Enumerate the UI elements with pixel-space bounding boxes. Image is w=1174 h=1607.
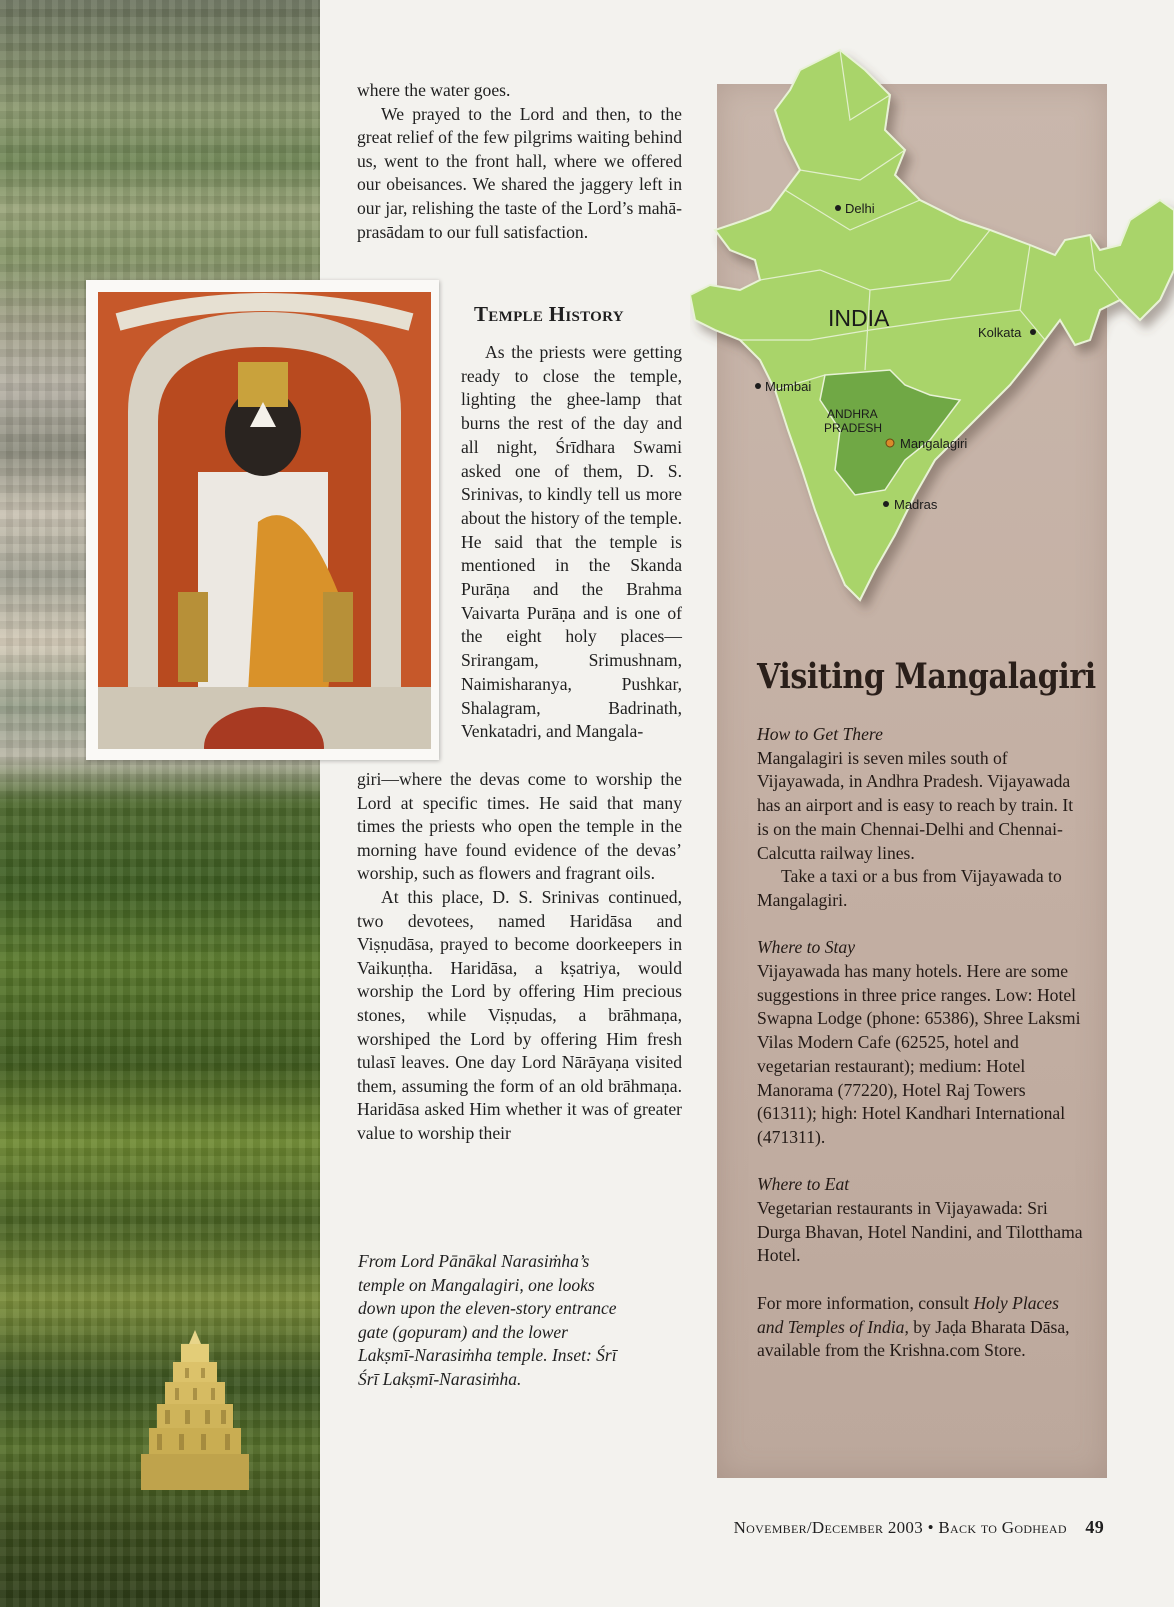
how-to-get-there-text: Mangalagiri is seven miles south of Vijayawada, in Andhra Pradesh. Vijayawada has an airport and is easy to reach by train. It is on the main Chennai-Delhi and Chennai-Calcutta railway lines. [757, 747, 1074, 863]
map-label-kolkata: Kolkata [978, 325, 1022, 340]
paragraph-history-start: As the priests were getting ready to close the temple, lighting the ghee-lamp that burns the rest of the day and all night, Śrīdhara Swami asked one of them, D. S. Srinivas, to kindly tell us more about the history of the temple. He said that the temple is mentioned in the Skanda Purāṇa and the Brahma Vaivarta Purāṇa and is one of the eight holy places—Srirangam, Srimushnam, Naimisharanya, Pushkar, Shalagram, Badrinath, Venkatadri, and Mangala- [461, 342, 682, 742]
deity-photo [98, 292, 431, 749]
paragraph-doorkeepers: At this place, D. S. Srinivas continued, two devotees, named Haridāsa and Viṣṇudāsa, prayed to become doorkeepers in Vaikuṇṭha. Haridāsa, a kṣatriya, would worship the Lord by offering Him precious stones, while Viṣṇudas, a brāhmaṇa, worshiped the Lord by offering Him fresh tulasī leaves. One day Lord Nārāyaṇa visited them, assuming the form of an old brāhmaṇa. Haridāsa asked Him whether it was of greater value to worship their [357, 886, 682, 1143]
left-landscape-photo [0, 0, 320, 1607]
issue-date: November/December 2003 [733, 1518, 924, 1537]
more-information-text: For more information, consult Holy Places and Temples of India, by Jaḍa Bharata Dāsa, available from the Krishna.com Store. [757, 1292, 1070, 1361]
map-label-state-line2: PRADESH [824, 421, 883, 435]
footer-separator: • [927, 1518, 934, 1537]
page-footer [734, 1517, 1104, 1538]
where-to-eat-heading: Where to Eat [757, 1174, 850, 1195]
paragraph-history-continued: giri—where the devas come to worship the Lord at specific times. He said that many times the priests who open the temple in the morning have found evidence of the devas’ worship, such as flowers and fragrant oils. [357, 769, 682, 884]
page-number: 49 [1085, 1517, 1104, 1537]
article-column-top [357, 79, 682, 244]
map-label-madras: Madras [894, 497, 938, 512]
where-to-stay-heading: Where to Stay [757, 937, 856, 958]
india-map [690, 40, 1174, 620]
sidebar-title: Visiting Mangalagiri [757, 656, 1096, 697]
inset-deity-photo-frame [86, 280, 439, 760]
how-to-get-there-heading: How to Get There [757, 724, 883, 744]
map-label-mangalagiri: Mangalagiri [900, 436, 968, 451]
map-label-delhi: Delhi [845, 201, 875, 216]
magazine-name: Back to Godhead [938, 1518, 1067, 1537]
map-label-state-line1: ANDHRA [827, 407, 878, 421]
sidebar-body [757, 723, 1087, 1363]
paragraph-prayed: We prayed to the Lord and then, to the great relief of the few pilgrims waiting behind us, went to the front hall, where we offered our obeisances. We shared the jaggery left in our jar, relishing the taste of the Lord’s mahā-prasādam to our full satisfaction. [357, 103, 682, 242]
article-column-bottom [357, 768, 682, 1146]
photo-caption: From Lord Pānākal Narasiṁha’s temple on Mangalagiri, one looks down upon the eleven-story entrance gate (gopuram) and the lower Lakṣmī-Narasiṁha temple. Inset: Śrī Śrī Lakṣmī-Narasiṁha. [358, 1251, 617, 1389]
gopuram-tower-image [135, 1330, 255, 1490]
where-to-stay-text: Vijayawada has many hotels. Here are some suggestions in three price ranges. Low: Hotel Swapna Lodge (phone: 65386), Shree Laksmi Vilas Modern Cafe (62525, hotel and vegetarian restaurant); medium: Hotel Manorama (77220), Hotel Raj Towers (61311); high: Hotel Kandhari International (471311). [757, 961, 1081, 1147]
india-landmass [690, 50, 1174, 600]
how-to-get-there-text-2: Take a taxi or a bus from Vijayawada to Mangalagiri. [757, 866, 1062, 910]
article-column-history [461, 341, 682, 744]
section-heading-temple-history: Temple History [474, 302, 624, 326]
map-label-mumbai: Mumbai [765, 379, 812, 394]
where-to-eat-text: Vegetarian restaurants in Vijayawada: Sri Durga Bhavan, Hotel Nandini, and Tilotthama Hotel. [757, 1198, 1083, 1266]
paragraph-top: where the water goes. [357, 80, 511, 100]
book-title: Holy Places and Temples of India [757, 1292, 1059, 1337]
map-label-india: INDIA [828, 305, 890, 331]
